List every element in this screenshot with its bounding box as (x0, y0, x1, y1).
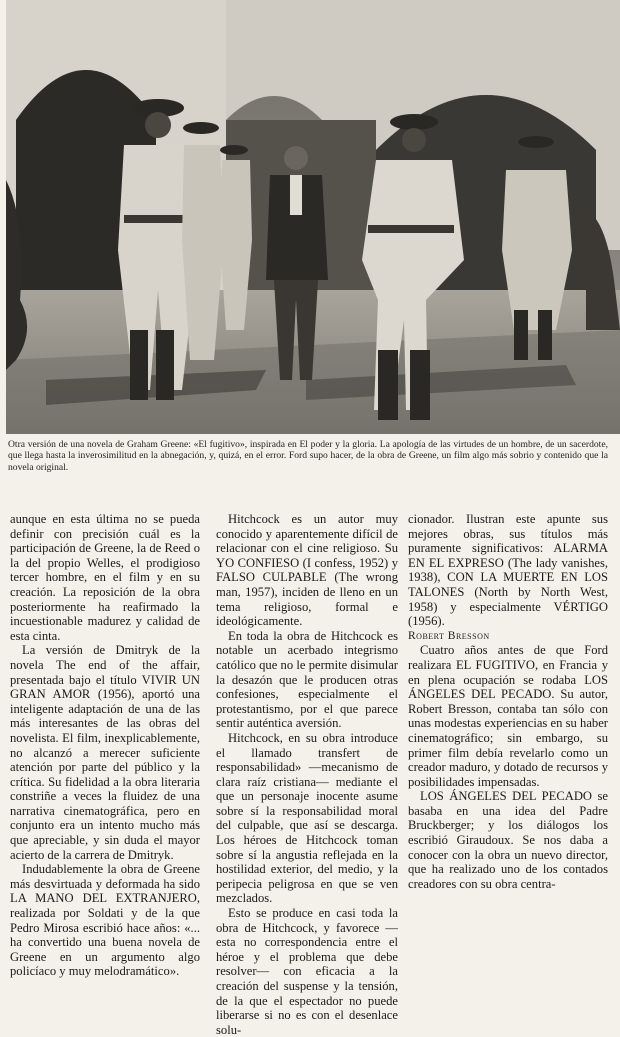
col3-paragraph-2: Cuatro años antes de que Ford realizara EL FUGITIVO, en Francia y en plena ocupación se rodaba LOS ÁNGELES DEL PECADO. Su autor, Robert Bresson, contaba tan sólo con unas modestas experiencias en su haber cinematográfico; sin embargo, su primer film debía revelarlo como un creador maduro, y dotado de recursos y posibilidades impensadas. (408, 643, 608, 789)
col2-paragraph-2: En toda la obra de Hitchcock es notable un acerbado integrismo católico que no le permite disimular la desazón que le producen otras confesiones, especialmente el protestantismo, por el que parece sentir auténtica aversión. (216, 628, 398, 731)
col3-paragraph-1: cionador. Ilustran este apunte sus mejores obras, sus títulos más puramente significativos: ALARMA EN EL EXPRESO (The lady vanishes, 1938), CON LA MUERTE EN LOS TALONES (North by North West, 1958) y especialmente VÉRTIGO (1956). (408, 512, 608, 629)
col2-paragraph-1: Hitchcock es un autor muy conocido y aparentemente difícil de relacionar con el cine religioso. Su YO CONFIESO (I confess, 1952) y FALSO CULPABLE (The wrong man, 1957), inciden de lleno en un tema religioso, formal e ideológicamente. (216, 512, 398, 629)
caption-text: Otra versión de una novela de Graham Greene: «El fugitivo», inspirada en El poder y la gloria. La apología de las virtudes de un hombre, de un sacerdote, que llega hasta la inverosimilitud en la abnegación, y, quizá, en el error. Ford supo hacer, de la obra de Greene, un film algo más sobrio y contenido que la novela original. (8, 439, 608, 473)
col1-paragraph-3: Indudablemente la obra de Greene más desvirtuada y deformada ha sido LA MANO DEL EXTRANJERO, realizada por Soldati y de la que Pedro Mirosa escribió hace años: «... ha convertido una buena novela de Greene en un argumento algo policíaco y muy melodramático». (10, 862, 200, 979)
film-still-photo (6, 0, 620, 434)
soldiers-photo (6, 0, 620, 434)
col2-paragraph-4: Esto se produce en casi toda la obra de Hitchcock, y favorece —esta no correspondencia entre el héroe y el problema que debe resolver— con eficacia a la creación del suspense y la tensión, de la que el espectador no puede liberarse si no es con el desenlace solu- (216, 906, 398, 1037)
col1-paragraph-2: La versión de Dmitryk de la novela The end of the affair, presentada bajo el título VIVIR UN GRAN AMOR (1956), aportó una inteligente adaptación de una de las más interesantes de las obras del novelista. El film, inexplicablemente, no alcanzó a merecer suficiente atención por parte del público y la crítica. Su fidelidad a la obra literaria constriñe a veces la fluidez de una narrativa cinematográfica, pero en conjunto era un intento mucho más que apreciable, y sin duda el mayor acierto de la carrera de Dmitryk. (10, 643, 200, 862)
section-heading-author: Robert Bresson (408, 629, 490, 642)
photo-caption (8, 439, 608, 473)
col2-paragraph-3: Hitchcock, en su obra introduce el llamado transfert de responsabilidad» —mecanismo de clara raíz cristiana— mediante el que un personaje inocente asume sobre sí la responsabilidad moral del culpable, que así se descarga. Los héroes de Hitchcock toman sobre sí la angustia reflejada en la hostilidad exterior, del medio, y la peripecia peligrosa en que se ven mezclados. (216, 730, 398, 906)
column-2 (216, 512, 398, 1037)
column-1 (10, 512, 200, 979)
col3-paragraph-3: LOS ÁNGELES DEL PECADO se basaba en una idea del Padre Bruckberger; y los diálogos los escribió Giraudoux. Se nos daba a conocer con la obra un nuevo director, que ha realizado uno de los contados creadores con su obra centra- (408, 789, 608, 891)
column-3 (408, 512, 608, 891)
col1-paragraph-1: aunque en esta última no se pueda definir con precisión cuál es la participación de Greene, la de Reed o la del propio Welles, el prodigioso tercer hombre, en el film y en su creación. La reposición de la obra posteriormente ha reafirmado la incuestionable madurez y calidad de esta cinta. (10, 512, 200, 643)
